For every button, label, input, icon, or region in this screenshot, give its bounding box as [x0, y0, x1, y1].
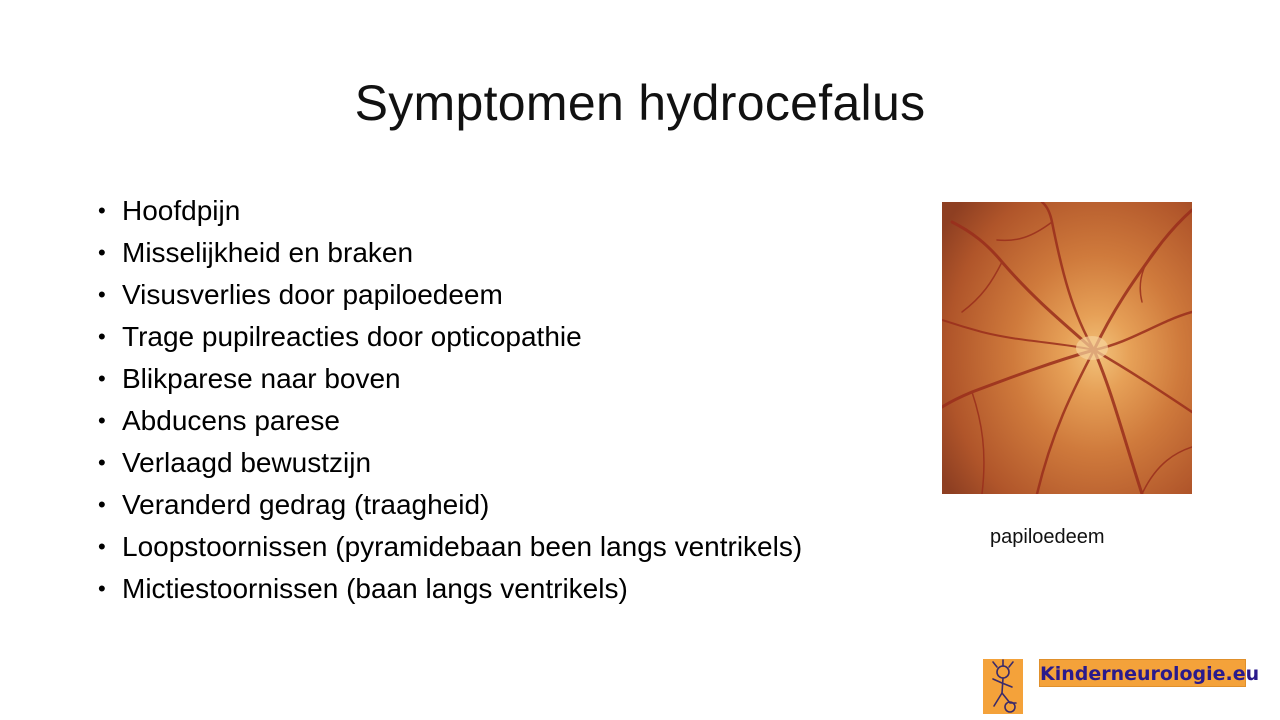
- symptom-list: [98, 190, 802, 610]
- list-item-text: Mictiestoornissen (baan langs ventrikels): [122, 573, 628, 604]
- bullet-icon: •: [98, 240, 106, 265]
- list-item: [98, 484, 802, 526]
- list-item-text: Hoofdpijn: [122, 195, 241, 226]
- list-item-text: Trage pupilreacties door opticopathie: [122, 321, 582, 352]
- bullet-icon: •: [98, 282, 106, 307]
- list-item: [98, 316, 802, 358]
- list-item-text: Blikparese naar boven: [122, 363, 401, 394]
- list-item: [98, 400, 802, 442]
- site-logo-link[interactable]: Kinderneurologie.eu: [1039, 659, 1246, 687]
- bullet-icon: •: [98, 534, 106, 559]
- list-item: [98, 190, 802, 232]
- list-item-text: Verlaagd bewustzijn: [122, 447, 372, 478]
- bullet-icon: •: [98, 324, 106, 349]
- child-figure-logo-icon: [983, 659, 1023, 714]
- list-item: [98, 232, 802, 274]
- slide-title: Symptomen hydrocefalus: [354, 75, 926, 131]
- list-item: [98, 442, 802, 484]
- list-item: [98, 358, 802, 400]
- bullet-icon: •: [98, 366, 106, 391]
- list-item: [98, 526, 802, 568]
- list-item-text: Veranderd gedrag (traagheid): [122, 489, 490, 520]
- bullet-icon: •: [98, 492, 106, 517]
- image-caption: papiloedeem: [990, 526, 1105, 548]
- list-item: [98, 274, 802, 316]
- fundus-photo: [942, 202, 1192, 494]
- bullet-icon: •: [98, 198, 106, 223]
- list-item-text: Abducens parese: [122, 405, 340, 436]
- list-item: [98, 568, 802, 610]
- list-item-text: Visusverlies door papiloedeem: [122, 279, 503, 310]
- bullet-icon: •: [98, 450, 106, 475]
- list-item-text: Misselijkheid en braken: [122, 237, 414, 268]
- bullet-icon: •: [98, 576, 106, 601]
- bullet-icon: •: [98, 408, 106, 433]
- list-item-text: Loopstoornissen (pyramidebaan been langs ventrikels): [122, 531, 803, 562]
